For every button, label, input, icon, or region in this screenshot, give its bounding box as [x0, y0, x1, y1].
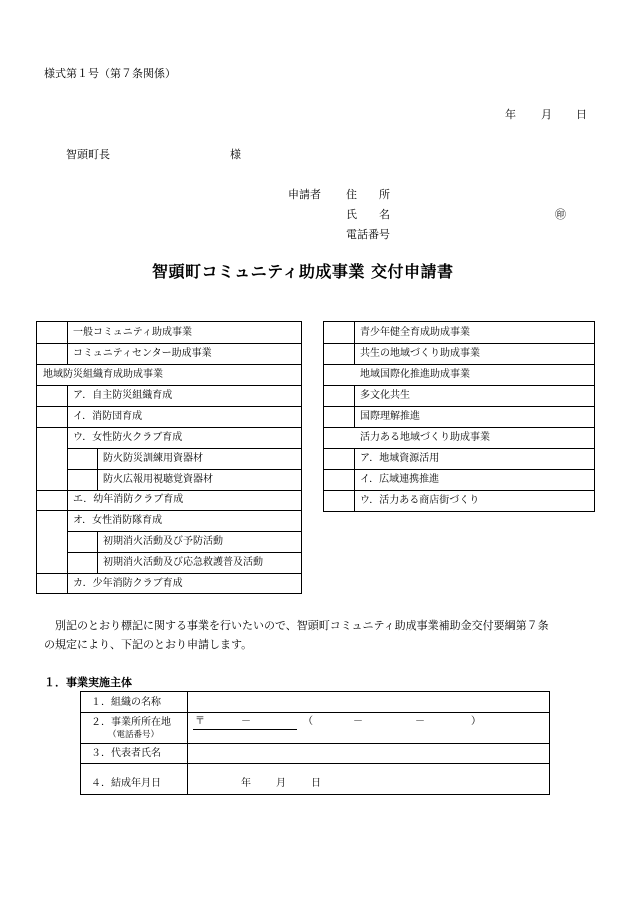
phone-dash-1: － — [353, 716, 363, 727]
left-item: カ．少年消防クラブ育成 — [73, 578, 183, 589]
left-item: ウ．女性防火クラブ育成 — [73, 432, 183, 443]
left-sub-item: 初期消火活動及び予防活動 — [103, 536, 223, 547]
left-item-heading: 地域防災組織育成助成事業 — [43, 369, 163, 380]
right-item: 青少年健全育成助成事業 — [360, 327, 470, 338]
representative-label: ３．代表者氏名 — [91, 748, 161, 759]
left-sub-item: 防火防災訓練用資器材 — [103, 453, 203, 464]
form-number: 様式第１号（第７条関係） — [44, 67, 176, 80]
org-name-label: １．組織の名称 — [91, 697, 161, 708]
left-sub-item: 防火広報用視聴覚資器材 — [103, 474, 213, 485]
organization-info-table — [80, 691, 550, 795]
applicant-label: 申請者 — [288, 188, 321, 201]
right-item: ウ．活力ある商店街づくり — [360, 495, 480, 506]
left-item: イ．消防団育成 — [73, 411, 143, 422]
left-sub-item: 初期消火活動及び応急救護普及活動 — [103, 557, 263, 568]
date-month: 月 — [541, 108, 552, 121]
established-day: 日 — [311, 778, 321, 789]
seal-mark: ㊞ — [555, 208, 566, 221]
check-column-line — [67, 385, 68, 593]
postal-dash: － — [241, 716, 251, 727]
left-item: コミュニティセンター助成事業 — [73, 348, 212, 359]
left-checklist-table — [36, 321, 302, 594]
addressee-name: 智頭町長 — [66, 148, 110, 161]
left-item: ア．自主防災組織育成 — [73, 390, 173, 401]
right-item: ア．地域資源活用 — [360, 453, 440, 464]
applicant-phone-label: 電話番号 — [346, 228, 390, 241]
established-year: 年 — [241, 778, 251, 789]
applicant-name-label: 氏 名 — [346, 208, 390, 221]
postal-mark: 〒 — [195, 716, 205, 727]
date-year: 年 — [505, 108, 516, 121]
phone-open-paren: （ — [303, 716, 313, 727]
left-item: エ．幼年消防クラブ育成 — [73, 494, 184, 505]
right-checklist-table — [323, 321, 595, 512]
applicant-address-label: 住 所 — [346, 188, 390, 201]
office-address-label: ２．事業所所在地 — [91, 717, 171, 728]
section1-heading: １．事業実施主体 — [44, 676, 132, 689]
established-month: 月 — [276, 778, 286, 789]
date-day: 日 — [576, 108, 587, 121]
right-item-heading: 地域国際化推進助成事業 — [360, 369, 470, 380]
postal-code-underline — [193, 729, 297, 730]
right-item: イ．広域連携推進 — [360, 474, 440, 485]
right-item: 多文化共生 — [360, 390, 410, 401]
body-text-line2: の規定により、下記のとおり申請します。 — [44, 638, 253, 651]
right-item: 国際理解推進 — [360, 411, 420, 422]
page-title: 智頭町コミュニティ助成事業 交付申請書 — [152, 262, 454, 281]
left-item: 一般コミュニティ助成事業 — [73, 327, 192, 338]
office-phone-note: （電話番号） — [108, 730, 160, 740]
right-item: 共生の地域づくり助成事業 — [360, 348, 480, 359]
addressee-honorific: 様 — [230, 148, 241, 161]
phone-close-paren: ） — [471, 716, 481, 727]
left-item: オ．女性消防隊育成 — [73, 515, 163, 526]
right-item-heading: 活力ある地域づくり助成事業 — [360, 432, 490, 443]
body-text-line1: 別記のとおり標記に関する事業を行いたいので、智頭町コミュニティ助成事業補助金交付要綱第７条 — [55, 619, 549, 632]
established-label: ４．結成年月日 — [91, 778, 161, 789]
phone-dash-2: － — [415, 716, 425, 727]
